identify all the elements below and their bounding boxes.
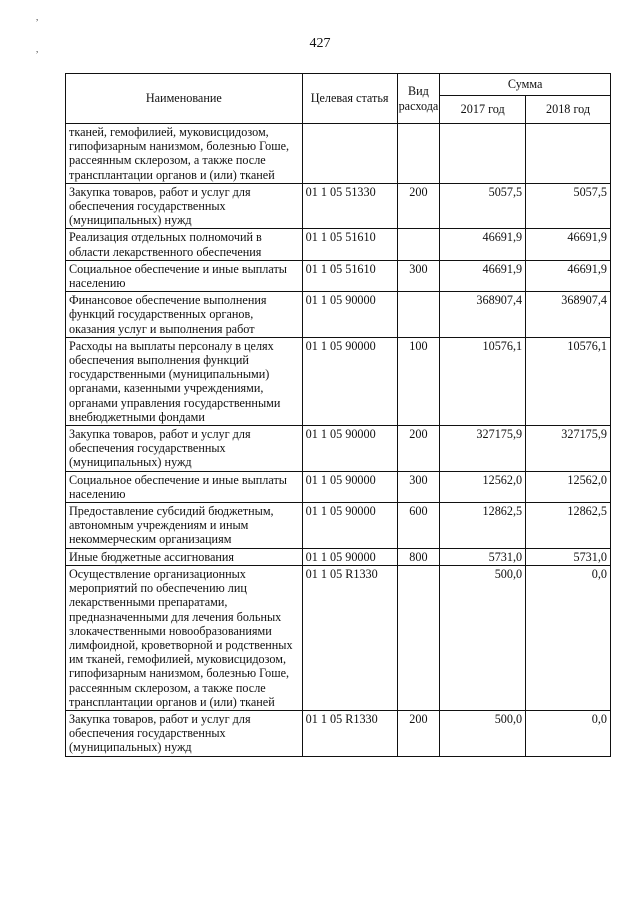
table-row xyxy=(66,565,611,710)
row-code: 01 1 05 90000 xyxy=(302,503,397,549)
header-code: Целевая статья xyxy=(302,74,397,124)
row-2018 xyxy=(526,124,611,184)
row-type: 300 xyxy=(397,471,440,502)
row-code: 01 1 05 90000 xyxy=(302,471,397,502)
row-name: Осуществление организационных мероприятий по обеспечению лиц лекарственными препаратами, предназначенными для лечения больных злокачественными новообразованиями лимфоидной, кроветворной и родственных им тканей, гемофилией, муковисцидозом, гипофизарным нанизмом, болезнью Гоше, рассеянным склерозом, а также после трансплантации органов и (или) тканей xyxy=(66,565,303,710)
row-2017: 10576,1 xyxy=(440,337,526,425)
row-type: 200 xyxy=(397,710,440,756)
row-type: 200 xyxy=(397,426,440,472)
row-2017 xyxy=(440,124,526,184)
row-2017: 46691,9 xyxy=(440,260,526,291)
row-name: Социальное обеспечение и иные выплаты населению xyxy=(66,260,303,291)
row-type xyxy=(397,292,440,338)
row-code: 01 1 05 R1330 xyxy=(302,565,397,710)
row-2017: 500,0 xyxy=(440,710,526,756)
row-code: 01 1 05 51610 xyxy=(302,260,397,291)
row-code: 01 1 05 90000 xyxy=(302,292,397,338)
row-type xyxy=(397,124,440,184)
row-2017: 368907,4 xyxy=(440,292,526,338)
table-row xyxy=(66,260,611,291)
row-type: 300 xyxy=(397,260,440,291)
row-2017: 46691,9 xyxy=(440,229,526,260)
row-2018: 368907,4 xyxy=(526,292,611,338)
table-row xyxy=(66,710,611,756)
row-2017: 5057,5 xyxy=(440,183,526,229)
row-type: 100 xyxy=(397,337,440,425)
row-2018: 5731,0 xyxy=(526,548,611,565)
header-sum: Сумма xyxy=(440,74,611,96)
row-code: 01 1 05 90000 xyxy=(302,426,397,472)
row-2018: 10576,1 xyxy=(526,337,611,425)
header-type: Вид расхода xyxy=(397,74,440,124)
row-name: Социальное обеспечение и иные выплаты населению xyxy=(66,471,303,502)
row-name: тканей, гемофилией, муковисцидозом, гипофизарным нанизмом, болезнью Гоше, рассеянным склерозом, а также после трансплантации органов и (или) тканей xyxy=(66,124,303,184)
row-code: 01 1 05 R1330 xyxy=(302,710,397,756)
row-type: 800 xyxy=(397,548,440,565)
row-name: Финансовое обеспечение выполнения функций государственных органов, оказания услуг и выполнения работ xyxy=(66,292,303,338)
row-2018: 0,0 xyxy=(526,565,611,710)
header-year-2018: 2018 год xyxy=(526,96,611,124)
row-type: 600 xyxy=(397,503,440,549)
row-code: 01 1 05 90000 xyxy=(302,337,397,425)
row-code: 01 1 05 90000 xyxy=(302,548,397,565)
row-type xyxy=(397,565,440,710)
table-row xyxy=(66,426,611,472)
row-code: 01 1 05 51610 xyxy=(302,229,397,260)
row-name: Реализация отдельных полномочий в области лекарственного обеспечения xyxy=(66,229,303,260)
row-2018: 5057,5 xyxy=(526,183,611,229)
row-name: Расходы на выплаты персоналу в целях обеспечения выполнения функций государственными (муниципальными) органами, казенными учреждениями, органами управления государственными внебюджетными фондами xyxy=(66,337,303,425)
row-name: Предоставление субсидий бюджетным, автономным учреждениям и иным некоммерческим организациям xyxy=(66,503,303,549)
row-name: Закупка товаров, работ и услуг для обеспечения государственных (муниципальных) нужд xyxy=(66,710,303,756)
row-2017: 500,0 xyxy=(440,565,526,710)
row-2017: 12562,0 xyxy=(440,471,526,502)
row-2018: 327175,9 xyxy=(526,426,611,472)
row-2018: 46691,9 xyxy=(526,229,611,260)
row-name: Закупка товаров, работ и услуг для обеспечения государственных (муниципальных) нужд xyxy=(66,183,303,229)
table-row xyxy=(66,548,611,565)
row-name: Иные бюджетные ассигнования xyxy=(66,548,303,565)
table-header xyxy=(66,74,611,124)
margin-mark: , xyxy=(36,44,39,54)
row-2017: 12862,5 xyxy=(440,503,526,549)
row-2017: 327175,9 xyxy=(440,426,526,472)
table-row xyxy=(66,337,611,425)
header-year-2017: 2017 год xyxy=(440,96,526,124)
table-row xyxy=(66,503,611,549)
row-type: 200 xyxy=(397,183,440,229)
row-code xyxy=(302,124,397,184)
header-name: Наименование xyxy=(66,74,303,124)
row-code: 01 1 05 51330 xyxy=(302,183,397,229)
row-type xyxy=(397,229,440,260)
table-row xyxy=(66,183,611,229)
row-name: Закупка товаров, работ и услуг для обеспечения государственных (муниципальных) нужд xyxy=(66,426,303,472)
margin-mark: , xyxy=(36,12,39,22)
budget-table xyxy=(65,73,611,757)
row-2018: 46691,9 xyxy=(526,260,611,291)
table-row xyxy=(66,471,611,502)
row-2017: 5731,0 xyxy=(440,548,526,565)
row-2018: 12862,5 xyxy=(526,503,611,549)
table-row xyxy=(66,229,611,260)
row-2018: 0,0 xyxy=(526,710,611,756)
row-2018: 12562,0 xyxy=(526,471,611,502)
page-number: 427 xyxy=(309,36,331,51)
table-body xyxy=(66,124,611,757)
table-row xyxy=(66,292,611,338)
table-row xyxy=(66,124,611,184)
